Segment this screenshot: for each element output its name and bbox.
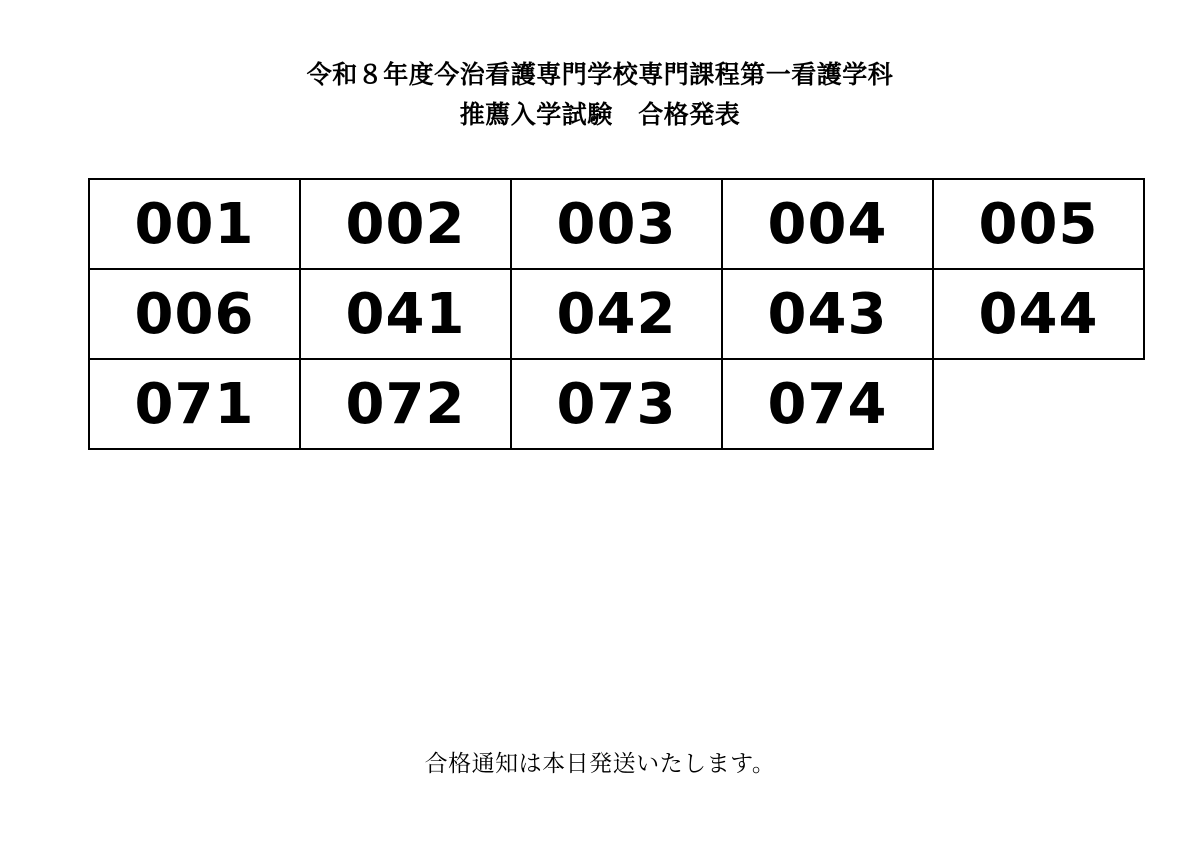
- exam-number-cell: 001: [89, 179, 300, 269]
- table-row: [89, 359, 1144, 449]
- exam-number-cell: 071: [89, 359, 300, 449]
- title-line-2: 推薦入学試験 合格発表: [459, 101, 741, 129]
- exam-number-cell: 072: [300, 359, 511, 449]
- exam-number-cell: 073: [511, 359, 722, 449]
- page-title: [0, 55, 1200, 135]
- exam-number-cell: 041: [300, 269, 511, 359]
- exam-number-cell: 044: [933, 269, 1144, 359]
- footer-note: 合格通知は本日発送いたします。: [424, 750, 776, 776]
- exam-number-cell: 043: [722, 269, 933, 359]
- table-row: [89, 269, 1144, 359]
- exam-number-cell: 003: [511, 179, 722, 269]
- exam-number-cell-empty: [933, 359, 1144, 449]
- exam-number-cell: 006: [89, 269, 300, 359]
- exam-number-cell: 004: [722, 179, 933, 269]
- exam-number-cell: 042: [511, 269, 722, 359]
- title-line-1: 令和８年度今治看護専門学校専門課程第一看護学科: [306, 61, 894, 89]
- exam-number-cell: 005: [933, 179, 1144, 269]
- results-table: [88, 178, 1145, 450]
- exam-number-cell: 074: [722, 359, 933, 449]
- exam-number-cell: 002: [300, 179, 511, 269]
- table-row: [89, 179, 1144, 269]
